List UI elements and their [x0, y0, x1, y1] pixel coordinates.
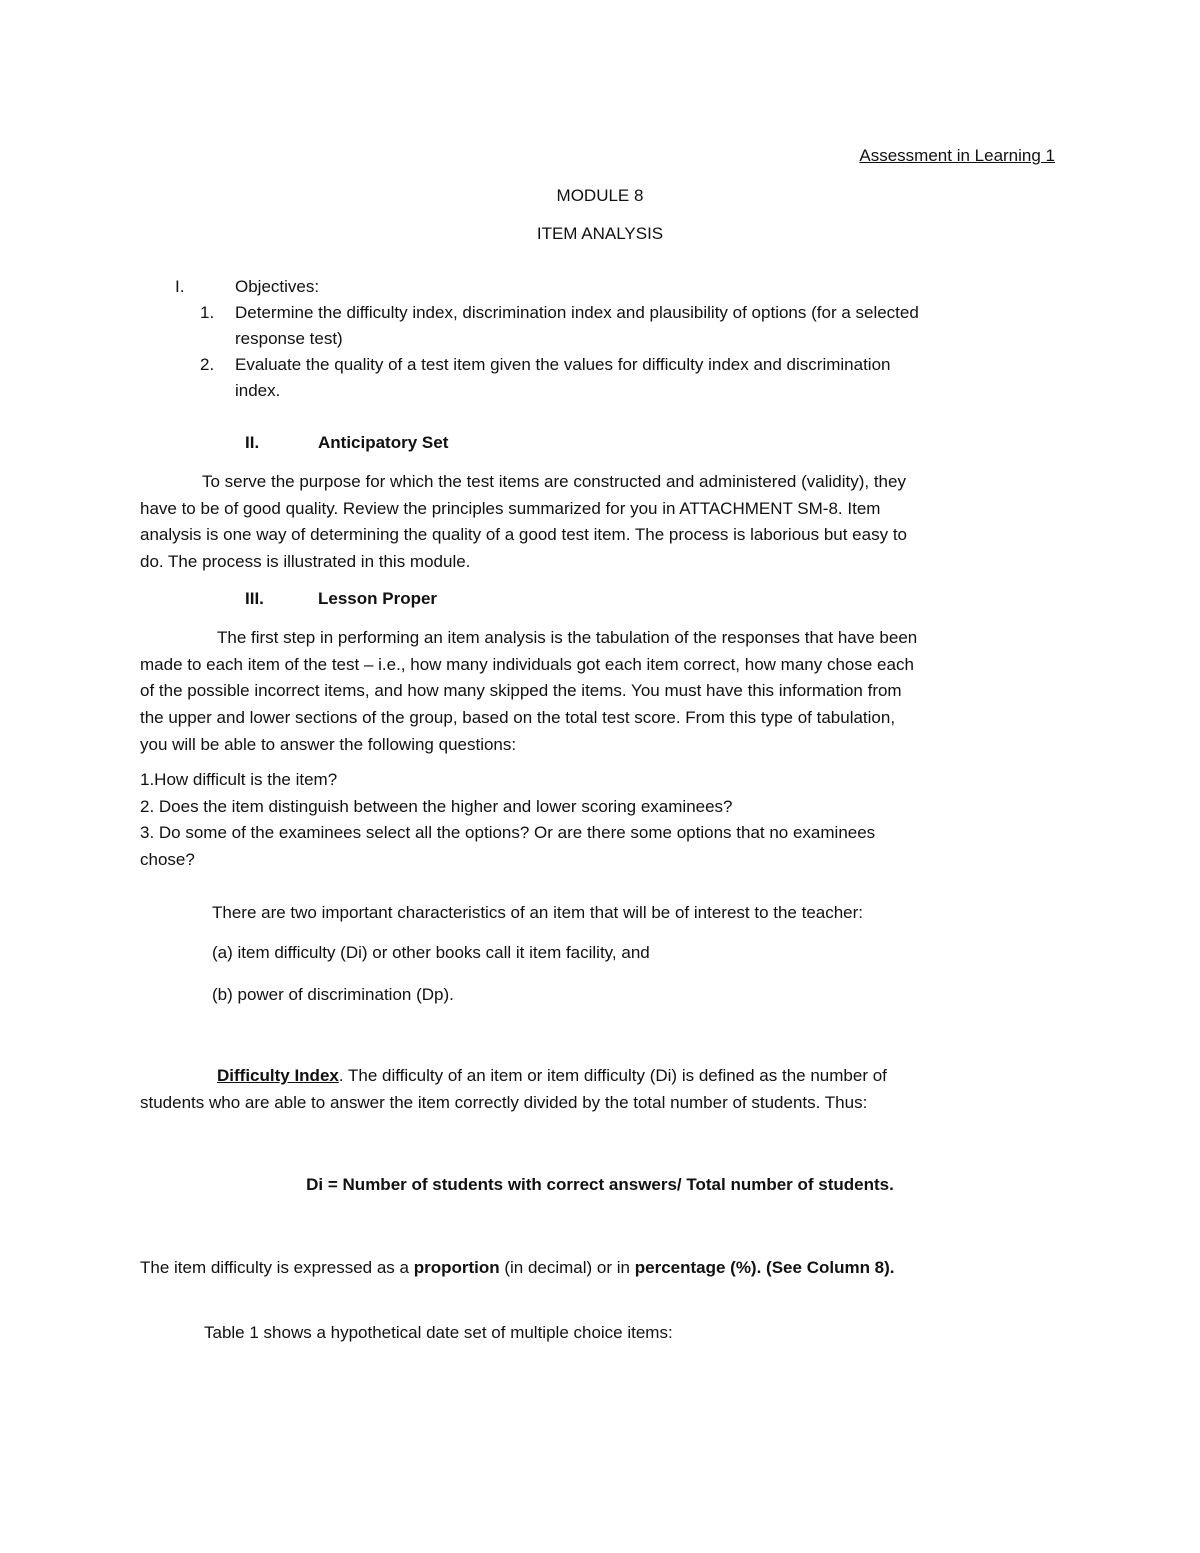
- objectives-heading: Objectives:: [235, 277, 320, 296]
- objective-text: index.: [235, 381, 281, 400]
- objective-number: 1.: [200, 303, 215, 322]
- course-title: Assessment in Learning 1: [859, 146, 1055, 165]
- paragraph-line: you will be able to answer the following questions:: [140, 734, 517, 754]
- module-title: ITEM ANALYSIS: [536, 224, 664, 243]
- difficulty-definition: [217, 1066, 887, 1086]
- objective-text: Determine the difficulty index, discrimination index and plausibility of options (for a selected: [235, 303, 919, 322]
- difficulty-definition-text: . The difficulty of an item or item difficulty (Di) is defined as the number of: [338, 1066, 887, 1085]
- proportion-term: proportion: [413, 1258, 500, 1277]
- difficulty-index-term: Difficulty Index: [217, 1066, 339, 1085]
- paragraph-line: do. The process is illustrated in this module.: [140, 552, 471, 572]
- anticipatory-paragraph: [140, 469, 1060, 576]
- paragraph-line: the upper and lower sections of the group, based on the total test score. From this type of tabulation,: [140, 708, 896, 728]
- paragraph-line: have to be of good quality. Review the principles summarized for you in ATTACHMENT SM-8. Item: [140, 498, 881, 518]
- objective-number: 2.: [200, 355, 215, 374]
- objective-text: response test): [235, 329, 343, 348]
- column-reference: . (See Column 8).: [756, 1258, 895, 1277]
- characteristic-b: (b) power of discrimination (Dp).: [212, 985, 454, 1004]
- paragraph-line: made to each item of the test – i.e., how many individuals got each item correct, how many chose each: [140, 654, 914, 674]
- expression-text: The item difficulty is expressed as a: [140, 1258, 414, 1277]
- characteristic-a: (a) item difficulty (Di) or other books call it item facility, and: [212, 943, 650, 962]
- expression-text: (in decimal) or in: [499, 1258, 635, 1277]
- module-number: MODULE 8: [556, 186, 644, 205]
- percentage-term: percentage (%): [634, 1258, 757, 1277]
- difficulty-expression: [140, 1258, 895, 1278]
- question-item: 2. Does the item distinguish between the higher and lower scoring examinees?: [140, 796, 733, 816]
- question-item: 3. Do some of the examinees select all the options? Or are there some options that no examinees: [140, 823, 876, 843]
- question-list: [140, 767, 1060, 874]
- paragraph-line: The first step in performing an item analysis is the tabulation of the responses that have been: [217, 628, 918, 647]
- anticipatory-numeral: II.: [245, 433, 260, 452]
- paragraph-line: analysis is one way of determining the quality of a good test item. The process is laborious but easy to: [140, 525, 907, 545]
- lesson-numeral: III.: [245, 589, 264, 608]
- difficulty-definition-line2: students who are able to answer the item correctly divided by the total number of students. Thus:: [140, 1093, 868, 1112]
- difficulty-formula: Di = Number of students with correct answers/ Total number of students.: [306, 1175, 894, 1194]
- characteristics-intro: There are two important characteristics of an item that will be of interest to the teacher:: [212, 903, 864, 922]
- objectives-numeral: I.: [175, 277, 185, 296]
- lesson-paragraph: [140, 625, 1060, 759]
- table-intro: Table 1 shows a hypothetical date set of multiple choice items:: [204, 1323, 673, 1342]
- paragraph-line: To serve the purpose for which the test items are constructed and administered (validity), they: [202, 472, 906, 491]
- anticipatory-heading: Anticipatory Set: [318, 433, 449, 452]
- question-item: chose?: [140, 850, 195, 870]
- objective-text: Evaluate the quality of a test item given the values for difficulty index and discrimination: [235, 355, 891, 374]
- paragraph-line: of the possible incorrect items, and how many skipped the items. You must have this information from: [140, 681, 902, 701]
- lesson-heading: Lesson Proper: [318, 589, 438, 608]
- question-item: 1.How difficult is the item?: [140, 770, 338, 789]
